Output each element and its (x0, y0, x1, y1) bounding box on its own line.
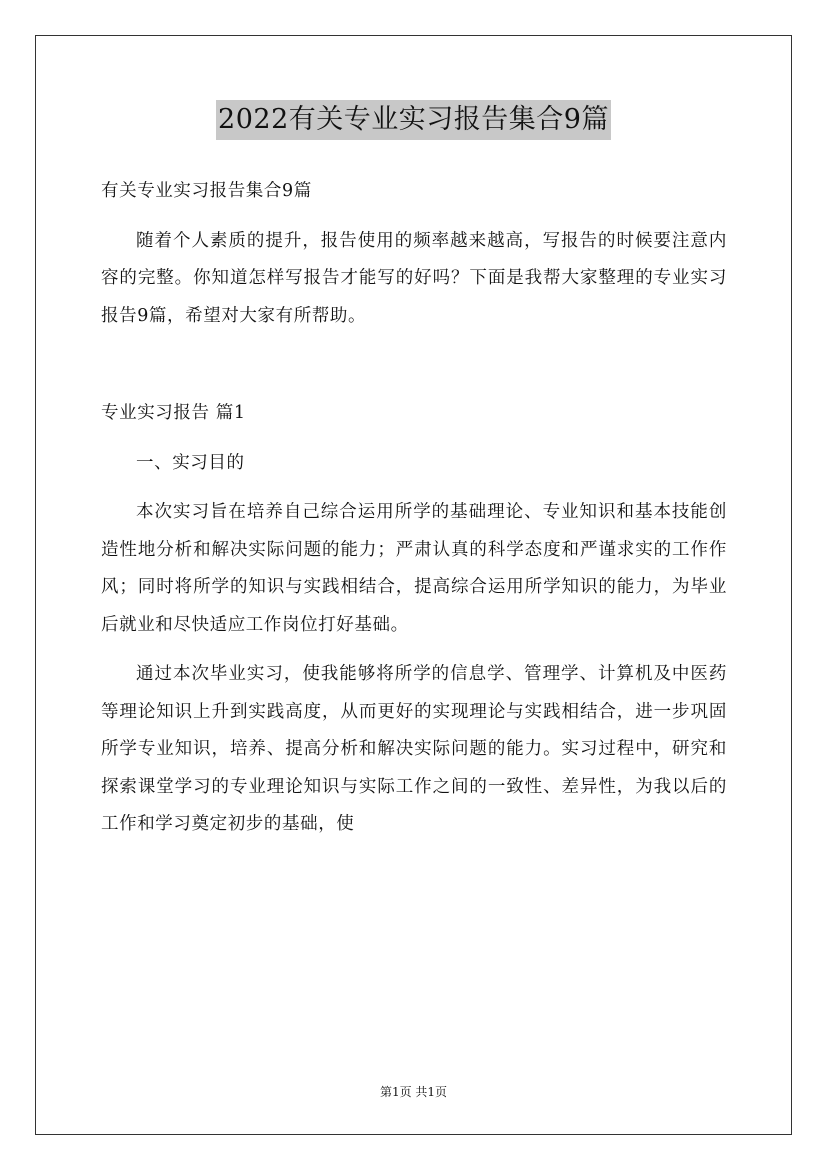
document-subtitle: 有关专业实习报告集合9篇 (101, 181, 312, 201)
document-title: 2022有关专业实习报告集合9篇 (216, 100, 611, 140)
page-footer: 第1页 共1页 (379, 1085, 448, 1099)
intro-paragraph: 随着个人素质的提升，报告使用的频率越来越高，写报告的时候要注意内容的完整。你知道怎样写报告才能写的好吗？下面是我帮大家整理的专业实习报告9篇，希望对大家有所帮助。 (101, 230, 727, 326)
spacer (101, 335, 727, 395)
body-paragraph: 本次实习旨在培养自己综合运用所学的基础理论、专业知识和基本技能创造性地分析和解决实际问题的能力；严肃认真的科学态度和严谨求实的工作作风；同时将所学的知识与实践相结合，提高综合运用所学知识的能力，为毕业后就业和尽快适应工作岗位打好基础。 (101, 502, 727, 635)
document-body (101, 173, 727, 844)
chapter-heading: 专业实习报告 篇1 (101, 403, 246, 423)
section-heading: 一、实习目的 (136, 452, 245, 473)
body-paragraph: 通过本次毕业实习，使我能够将所学的信息学、管理学、计算机及中医药等理论知识上升到实践高度，从而更好的实现理论与实践相结合，进一步巩固所学专业知识，培养、提高分析和解决实际问题的能力。实习过程中，研究和探索课堂学习的专业理论知识与实际工作之间的一致性、差异性，为我以后的工作和学习奠定初步的基础，使 (101, 664, 727, 834)
title-container (0, 100, 827, 140)
